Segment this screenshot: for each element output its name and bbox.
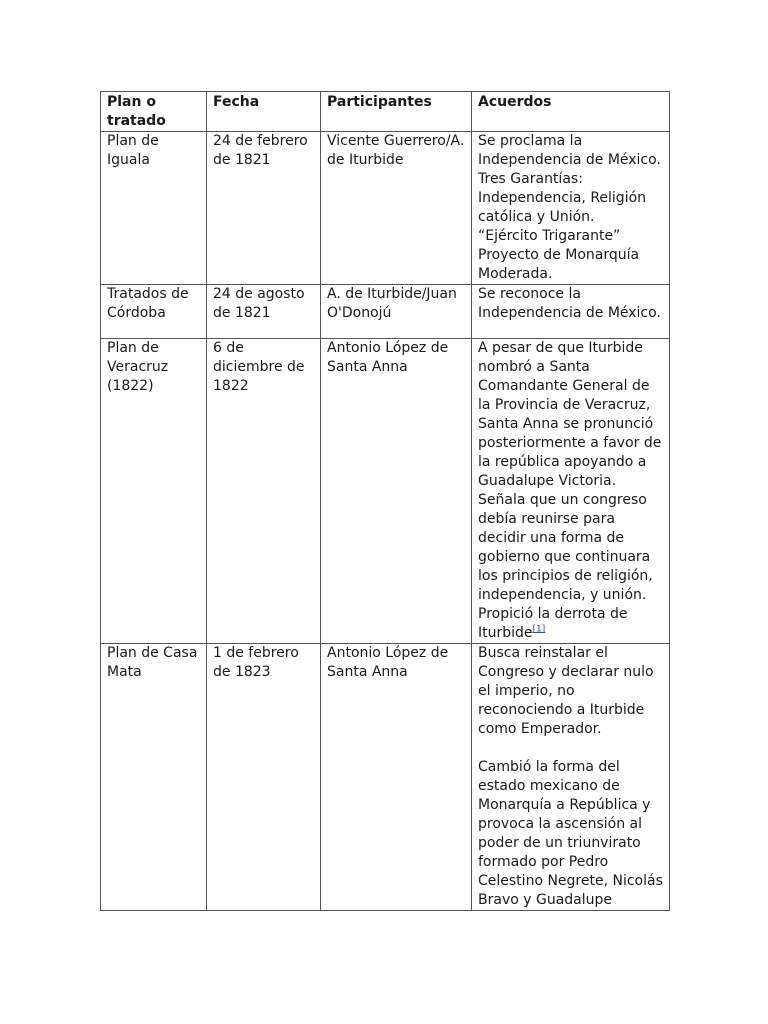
cell-participantes: A. de Iturbide/Juan O'Donojú — [321, 285, 472, 339]
cell-plan: Plan de Veracruz (1822) — [101, 339, 207, 644]
header-plan: Plan o tratado — [101, 92, 207, 132]
cell-plan: Tratados de Córdoba — [101, 285, 207, 339]
table-row — [101, 339, 670, 644]
cell-fecha: 24 de febrero de 1821 — [207, 132, 321, 285]
header-participantes: Participantes — [321, 92, 472, 132]
cell-participantes: Vicente Guerrero/A. de Iturbide — [321, 132, 472, 285]
table-row — [101, 132, 670, 285]
table-row — [101, 644, 670, 911]
cell-acuerdos: Busca reinstalar el Congreso y declarar nulo el imperio, no reconociendo a Iturbide como Emperador. Cambió la forma del estado mexicano de Monarquía a República y provoca la ascensión al poder de un triunvirato formado por Pedro Celestino Negrete, Nicolás Bravo y Guadalupe — [472, 644, 670, 911]
cell-participantes: Antonio López de Santa Anna — [321, 644, 472, 911]
header-acuerdos: Acuerdos — [472, 92, 670, 132]
header-fecha: Fecha — [207, 92, 321, 132]
cell-acuerdos: A pesar de que Iturbide nombró a Santa Comandante General de la Provincia de Veracruz, Santa Anna se pronunció posteriormente a favor de la república apoyando a Guadalupe Victoria. Señala que un congreso debía reunirse para decidir una forma de gobierno que continuara los principios de religión, independencia, y unión. Propició la derrota de Iturbide[1] — [472, 339, 670, 644]
cell-fecha: 6 de diciembre de 1822 — [207, 339, 321, 644]
cell-fecha: 24 de agosto de 1821 — [207, 285, 321, 339]
cell-acuerdos: Se proclama la Independencia de México. Tres Garantías: Independencia, Religión católica y Unión. “Ejército Trigarante” Proyecto de Monarquía Moderada. — [472, 132, 670, 285]
cell-acuerdos: Se reconoce la Independencia de México. — [472, 285, 670, 339]
cell-fecha: 1 de febrero de 1823 — [207, 644, 321, 911]
table-row — [101, 285, 670, 339]
table-header-row — [101, 92, 670, 132]
treaties-table — [100, 91, 670, 911]
footnote-link[interactable]: [1] — [532, 624, 546, 635]
cell-plan: Plan de Casa Mata — [101, 644, 207, 911]
cell-plan: Plan de Iguala — [101, 132, 207, 285]
cell-participantes: Antonio López de Santa Anna — [321, 339, 472, 644]
